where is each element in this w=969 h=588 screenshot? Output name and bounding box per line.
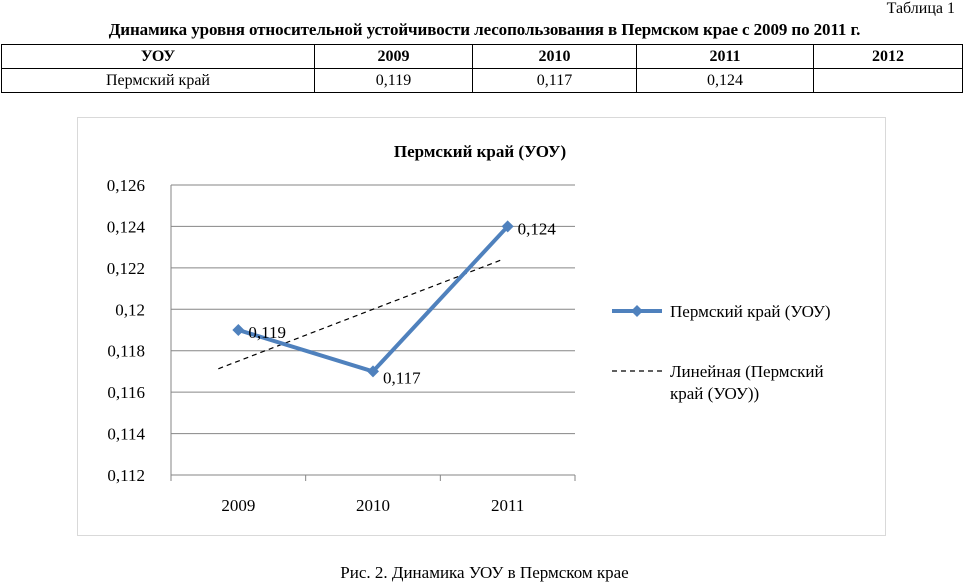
table-header-cell: 2010 <box>473 45 637 69</box>
figure-caption: Рис. 2. Динамика УОУ в Пермском крае <box>340 563 629 582</box>
table-cell: 0,124 <box>637 69 814 93</box>
table-header-cell: 2011 <box>637 45 814 69</box>
table-header-cell: 2012 <box>814 45 963 69</box>
table-cell: Пермский край <box>2 69 315 93</box>
data-point-marker <box>232 324 244 336</box>
x-tick-label: 2011 <box>490 496 525 515</box>
data-label: 0,117 <box>383 368 421 388</box>
y-tick-label: 0,118 <box>107 341 145 361</box>
data-label: 0,124 <box>517 219 556 239</box>
y-tick-label: 0,12 <box>115 300 145 320</box>
table-header-cell: 2009 <box>315 45 473 69</box>
table-header-cell: УОУ <box>2 45 315 69</box>
legend-trendline-label: Линейная (Пермский край (УОУ)) <box>670 362 824 403</box>
y-tick-label: 0,122 <box>106 258 145 278</box>
legend-series-label: Пермский край (УОУ) <box>670 302 831 321</box>
table-cell: 0,117 <box>473 69 637 93</box>
table-title: Динамика уровня относительной устойчивости лесопользования в Пермском крае с 2009 по 2011 г. <box>108 20 861 39</box>
x-tick-label: 2009 <box>221 496 256 515</box>
y-tick-label: 0,116 <box>107 383 145 403</box>
table-cell: 0,119 <box>315 69 473 93</box>
table-number: Таблица 1 <box>886 0 955 17</box>
y-tick-label: 0,114 <box>107 424 145 444</box>
legend-series-marker <box>631 305 643 317</box>
y-tick-label: 0,124 <box>106 217 145 237</box>
y-tick-label: 0,126 <box>106 176 145 195</box>
data-label: 0,119 <box>248 323 286 342</box>
x-tick-label: 2010 <box>356 496 390 515</box>
series-line <box>238 226 507 371</box>
chart-title: Пермский край (УОУ) <box>393 142 567 161</box>
y-tick-label: 0,112 <box>107 466 145 485</box>
